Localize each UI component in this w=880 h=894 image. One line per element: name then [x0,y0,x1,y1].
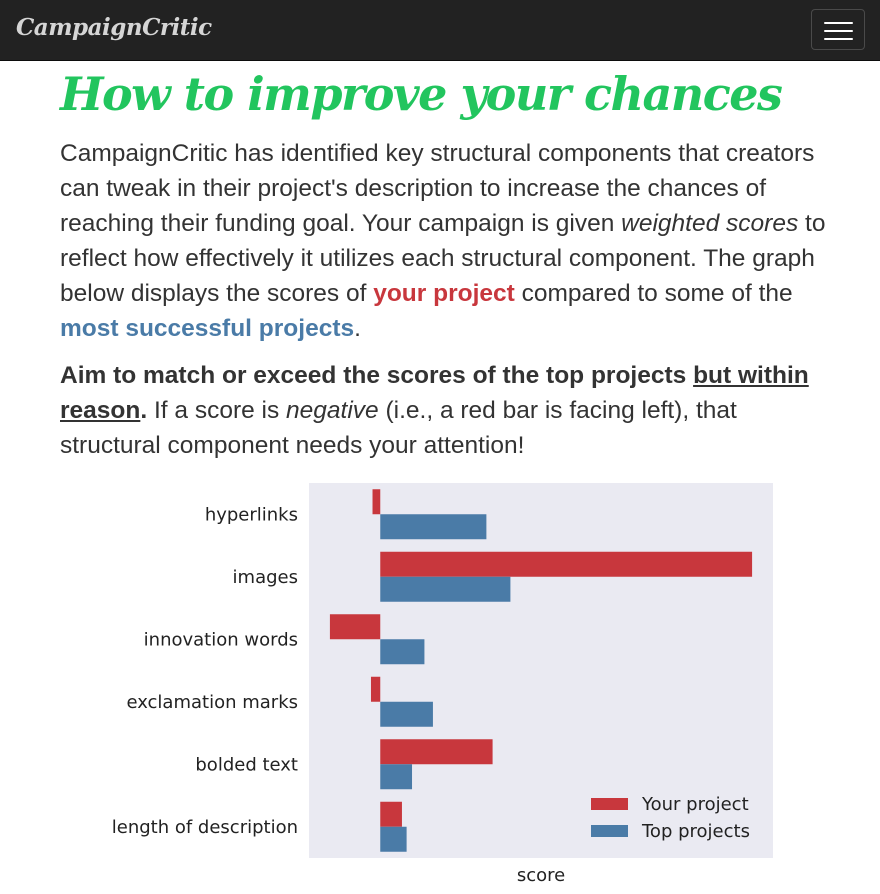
bar-your-project [380,552,752,577]
aim-bold: Aim to match or exceed the scores of the top projects but within reason. [60,362,809,424]
bar-top-projects [380,827,406,852]
aim-text: (i.e., a red bar is facing left), that structural component needs your attention! [60,397,737,459]
bar-top-projects [380,702,433,727]
y-tick-label: hyperlinks [204,504,298,526]
y-tick-label: length of description [111,816,298,838]
aim-underline: but within reason [60,362,809,424]
y-tick-label: innovation words [143,629,298,651]
legend-label: Top projects [642,821,750,842]
y-tick-label: exclamation marks [126,691,298,713]
legend-label: Your project [642,794,749,815]
intro-text: CampaignCritic has identified key structural components that creators can tweak in their project's description to increase the chances of reaching their funding goal. Your campaign is given [60,140,815,237]
bar-top-projects [380,577,510,602]
legend-swatch [591,825,628,837]
x-axis-label: score [516,865,566,886]
bar-your-project [330,614,380,639]
bar-your-project [371,677,380,702]
bar-your-project [380,739,492,764]
page-title: How to improve your chances [60,67,782,121]
y-tick-label: bolded text [195,754,298,776]
intro-text: to reflect how effectively it utilizes each structural component. The graph below displays the scores of [60,210,826,307]
aim-paragraph [60,358,830,463]
intro-emphasis: weighted scores [621,210,799,237]
intro-text: . [354,315,361,342]
bar-top-projects [380,764,412,789]
intro-paragraph [60,136,830,346]
y-tick-label: images [232,566,298,588]
top-projects-highlight: most successful projects [60,315,355,342]
aim-text: If a score is [147,397,287,424]
bar-top-projects [380,639,424,664]
your-project-highlight: your project [373,280,515,307]
main-content [60,64,830,463]
navbar-toggle-button[interactable] [811,9,865,50]
bar-your-project [373,489,381,514]
score-chart [0,470,880,894]
brand-logo[interactable]: CampaignCritic [16,14,212,41]
aim-emphasis: negative [286,397,379,424]
bar-your-project [380,802,402,827]
legend-swatch [591,798,628,810]
navbar [0,0,880,61]
intro-text: compared to some of the [514,280,793,307]
bar-top-projects [380,514,486,539]
